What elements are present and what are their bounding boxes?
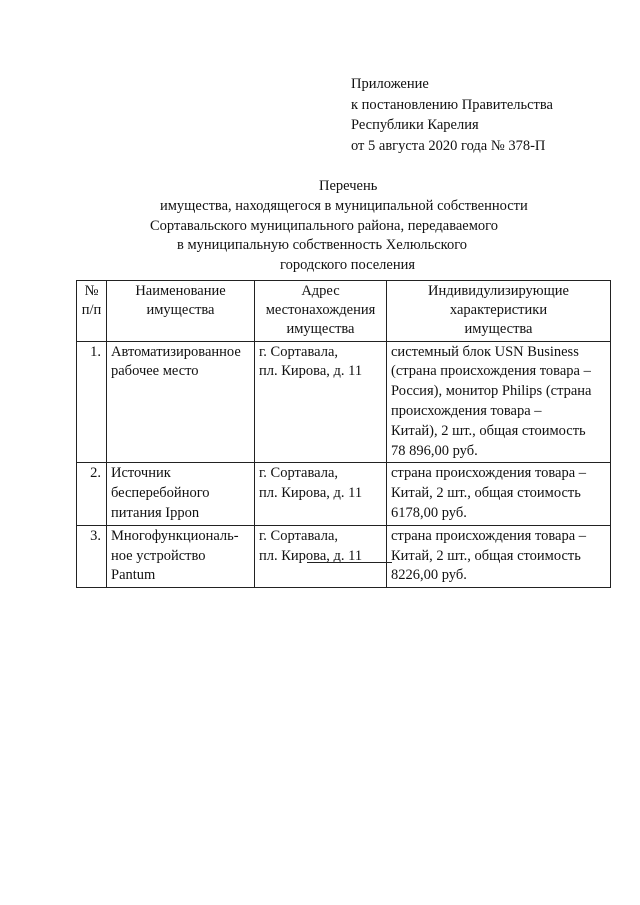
appendix-line: Республики Карелия: [351, 117, 479, 133]
header-name: Наименование имущества: [107, 281, 255, 342]
appendix-line: от 5 августа 2020 года № 378-П: [351, 137, 546, 154]
header-characteristics: Индивидулизирующие характеристики имущества: [387, 281, 611, 342]
table-row: [77, 463, 611, 525]
appendix-header: [351, 74, 553, 156]
row-characteristics: системный блок USN Business (страна происхождения товара – Россия), монитор Philips (страна происхождения товара – Китай), 2 шт., общая стоимость 78 896,00 руб.: [387, 341, 611, 463]
row-number: 1.: [77, 341, 107, 463]
title-line: имущества, находящегося в муниципальной собственности: [160, 197, 528, 214]
appendix-line: Приложение: [351, 76, 429, 92]
property-table: [76, 280, 611, 588]
title-line: городского поселения: [280, 257, 416, 274]
title-line: Сортавальского муниципального района, передаваемого: [150, 217, 498, 234]
document-title: [0, 177, 640, 276]
row-address: г. Сортавала, пл. Кирова, д. 11: [255, 341, 387, 463]
row-number: 2.: [77, 463, 107, 525]
table-row: [77, 341, 611, 463]
row-name: Автоматизированное рабочее место: [107, 341, 255, 463]
title-line: в муниципальную собственность Хелюльского: [177, 237, 468, 254]
closing-rule: [307, 562, 392, 563]
header-address: Адрес местонахождения имущества: [255, 281, 387, 342]
row-address: г. Сортавала, пл. Кирова, д. 11: [255, 525, 387, 587]
table-header-row: [77, 281, 611, 342]
header-number: № п/п: [77, 281, 107, 342]
row-name: Источник бесперебойного питания Ippon: [107, 463, 255, 525]
row-characteristics: страна происхождения товара – Китай, 2 шт., общая стоимость 8226,00 руб.: [387, 525, 611, 587]
row-number: 3.: [77, 525, 107, 587]
title-line: Перечень: [319, 178, 378, 194]
row-name: Многофункциональ- ное устройство Pantum: [107, 525, 255, 587]
appendix-line: к постановлению Правительства: [351, 96, 553, 113]
table-row: [77, 525, 611, 587]
row-characteristics: страна происхождения товара – Китай, 2 шт., общая стоимость 6178,00 руб.: [387, 463, 611, 525]
row-address: г. Сортавала, пл. Кирова, д. 11: [255, 463, 387, 525]
